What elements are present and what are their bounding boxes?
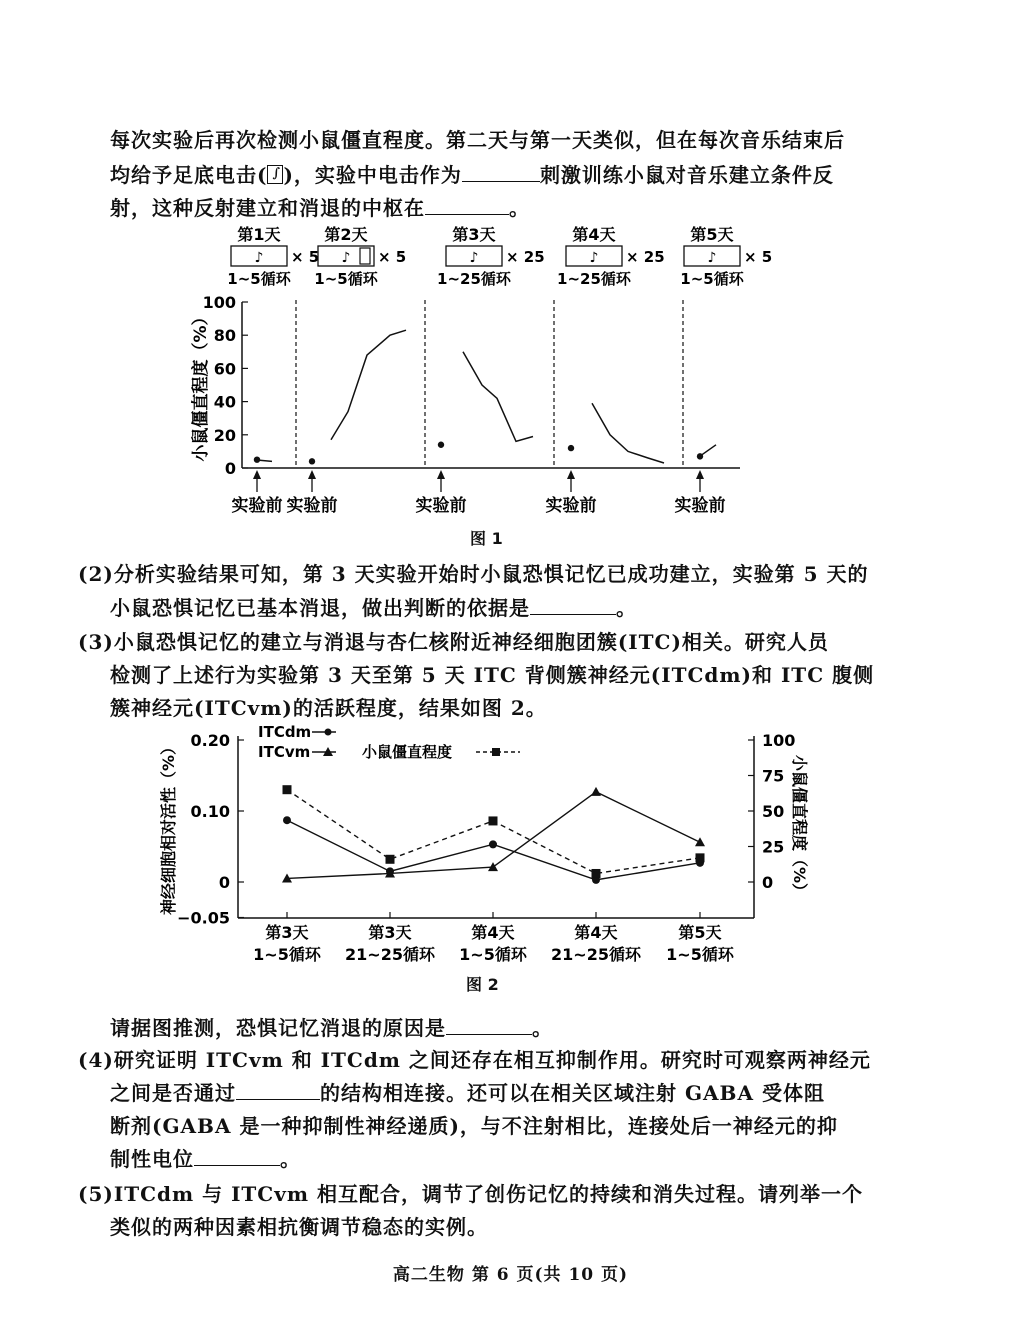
figure-1-y-tick-label: 80: [213, 326, 236, 346]
legend-label: ITCvm: [258, 743, 311, 761]
q4-line-1: (4)研究证明 ITCvm 和 ITCdm 之间还存在相互抑制作用。研究时可观察两神经元: [78, 1048, 871, 1072]
x-label-day: 第3天: [265, 923, 309, 942]
x-label-cycle: 1~5循环: [459, 945, 527, 964]
q4-line-4: [110, 1143, 301, 1172]
q3-line-1: (3)小鼠恐惧记忆的建立与消退与杏仁核附近神经细胞团簇(ITC)相关。研究人员: [78, 630, 829, 654]
q4-line-4a: 制性电位: [110, 1147, 194, 1171]
figure-2-series-2: [282, 787, 705, 883]
repeat-count: × 5: [291, 248, 320, 266]
x-label-cycle: 1~5循环: [253, 945, 321, 964]
figure-2-x-labels: [253, 923, 735, 964]
x-label-cycle: 1~5循环: [666, 945, 734, 964]
q2-line-2b: 。: [616, 596, 637, 620]
legend-label: ITCdm: [258, 723, 312, 741]
repeat-count: × 5: [378, 248, 407, 266]
triangle-marker: [695, 837, 705, 846]
music-note-icon: ♪: [341, 250, 351, 266]
square-marker: [696, 853, 705, 862]
intro-line-3b: 。: [509, 196, 530, 220]
figure-2-right-tick-label: 0: [762, 873, 774, 892]
before-label: 实验前: [286, 496, 338, 516]
figure-1-y-tick-label: 40: [213, 392, 236, 412]
legend-square-icon: [492, 748, 500, 756]
before-label: 实验前: [231, 496, 283, 516]
triangle-marker: [488, 862, 498, 871]
x-label-cycle: 21~25循环: [345, 945, 435, 964]
legend-item-2: [258, 743, 336, 761]
x-label-day: 第4天: [471, 923, 515, 942]
q5-line-2: 类似的两种因素相抗衡调节稳态的实例。: [110, 1215, 488, 1239]
x-label-cycle: 21~25循环: [551, 945, 641, 964]
figure-1-y-tick-label: 20: [213, 425, 236, 445]
before-label: 实验前: [674, 496, 726, 516]
figure-2-left-tick-label: 0: [218, 873, 230, 892]
page-footer: 高二生物 第 6 页(共 10 页): [392, 1265, 629, 1285]
day-label: 第4天: [572, 225, 616, 244]
q5-line-1: (5)ITCdm 与 ITCvm 相互配合，调节了创伤记忆的持续和消失过程。请列举一个: [78, 1182, 863, 1206]
figure-1-y-label: 小鼠僵直程度（%）: [191, 308, 211, 462]
repeat-count: × 25: [506, 248, 545, 266]
before-label: 实验前: [545, 496, 597, 516]
legend-item-3: [362, 743, 520, 761]
q4-line-4b: 。: [280, 1147, 301, 1171]
figure-2-caption: 图 2: [466, 975, 499, 994]
figure-2-left-tick-label: 0.20: [190, 731, 230, 750]
figure-2-left-tick-label: 0.10: [190, 802, 230, 821]
q4-line-3: 断剂(GABA 是一种抑制性神经递质)，与不注射相比，连接处后一神经元的抑: [110, 1114, 838, 1138]
square-marker: [386, 855, 395, 864]
legend-label: 小鼠僵直程度: [362, 743, 453, 761]
figure-2-right-tick-label: 75: [762, 766, 785, 786]
q4-line-2: [110, 1077, 825, 1106]
day-label: 第1天: [237, 225, 281, 244]
circle-marker: [489, 840, 497, 848]
day-label: 第2天: [324, 225, 368, 244]
intro-line-2b: )，实验中电击作为: [283, 163, 462, 187]
day-label: 第3天: [452, 225, 496, 244]
intro-line-3a: 射，这种反射建立和消退的中枢在: [110, 196, 425, 220]
q3-line-3: 簇神经元(ITCvm)的活跃程度，结果如图 2。: [110, 696, 547, 720]
figure-1-caption: 图 1: [470, 529, 503, 548]
square-marker: [592, 869, 601, 878]
q3b-line: [110, 1012, 553, 1041]
x-label-day: 第5天: [678, 923, 722, 942]
figure-1-y-tick-label: 60: [213, 359, 236, 379]
cycle-label: 1~25循环: [437, 270, 511, 288]
figure-1-y-tick-label: 100: [202, 293, 236, 312]
music-note-icon: ♪: [469, 250, 479, 266]
cycle-label: 1~5循环: [680, 270, 744, 288]
q3b-text: 请据图推测，恐惧记忆消退的原因是: [110, 1016, 446, 1040]
answer-blank-q4b[interactable]: [194, 1147, 280, 1166]
music-note-icon: ♪: [707, 250, 717, 266]
square-marker: [489, 816, 498, 825]
intro-line-1: 每次实验后再次检测小鼠僵直程度。第二天与第一天类似，但在每次音乐结束后: [110, 128, 845, 152]
figure-2-right-tick-label: 25: [762, 837, 785, 857]
q4-line-2b: 的结构相连接。还可以在相关区域注射 GABA 受体阻: [320, 1081, 825, 1105]
figure-2-right-tick-label: 50: [762, 802, 785, 821]
legend-item-1: [258, 723, 336, 741]
figure-2-left-tick-label: −0.05: [177, 908, 230, 928]
music-note-icon: ♪: [589, 250, 599, 266]
music-note-icon: ♪: [254, 250, 264, 266]
intro-line-2c: 刺激训练小鼠对音乐建立条件反: [539, 163, 834, 187]
cycle-label: 1~25循环: [557, 270, 631, 288]
figure-2-legend: [258, 723, 520, 761]
x-label-day: 第4天: [574, 923, 618, 942]
x-label-day: 第3天: [368, 923, 412, 942]
q2-line-2a: 小鼠恐惧记忆已基本消退，做出判断的依据是: [110, 596, 530, 620]
repeat-count: × 25: [626, 248, 665, 266]
triangle-marker: [591, 787, 601, 796]
figure-2-right-tick-label: 100: [762, 731, 796, 750]
figure-2-series-1: [283, 816, 704, 884]
legend-circle-icon: [325, 729, 332, 736]
figure-2-series: [282, 785, 705, 884]
answer-blank-q3[interactable]: [446, 1016, 532, 1035]
intro-line-2a: 均给予足底电击(: [110, 163, 268, 187]
before-label: 实验前: [415, 496, 467, 516]
repeat-count: × 5: [744, 248, 773, 266]
square-marker: [283, 785, 292, 794]
q2-line-1: (2)分析实验结果可知，第 3 天实验开始时小鼠恐惧记忆已成功建立，实验第 5 天的: [78, 562, 869, 586]
series-line: [287, 790, 700, 874]
q4-line-2a: 之间是否通过: [110, 1081, 236, 1105]
figure-1-y-tick-label: 0: [224, 459, 236, 478]
circle-marker: [283, 816, 291, 824]
figure-2-left-label: 神经细胞相对活性（%）: [159, 738, 178, 916]
figure-2-right-label: 小鼠僵直程度（%）: [790, 754, 809, 900]
cycle-label: 1~5循环: [314, 270, 378, 288]
q3b-end: 。: [532, 1016, 553, 1040]
answer-blank-q4a[interactable]: [236, 1081, 320, 1100]
cycle-label: 1~5循环: [227, 270, 291, 288]
electric-shock-icon: ∫: [267, 165, 283, 184]
q3-line-2: 检测了上述行为实验第 3 天至第 5 天 ITC 背侧簇神经元(ITCdm)和 ITC 腹侧: [110, 663, 875, 687]
day-label: 第5天: [690, 225, 734, 244]
